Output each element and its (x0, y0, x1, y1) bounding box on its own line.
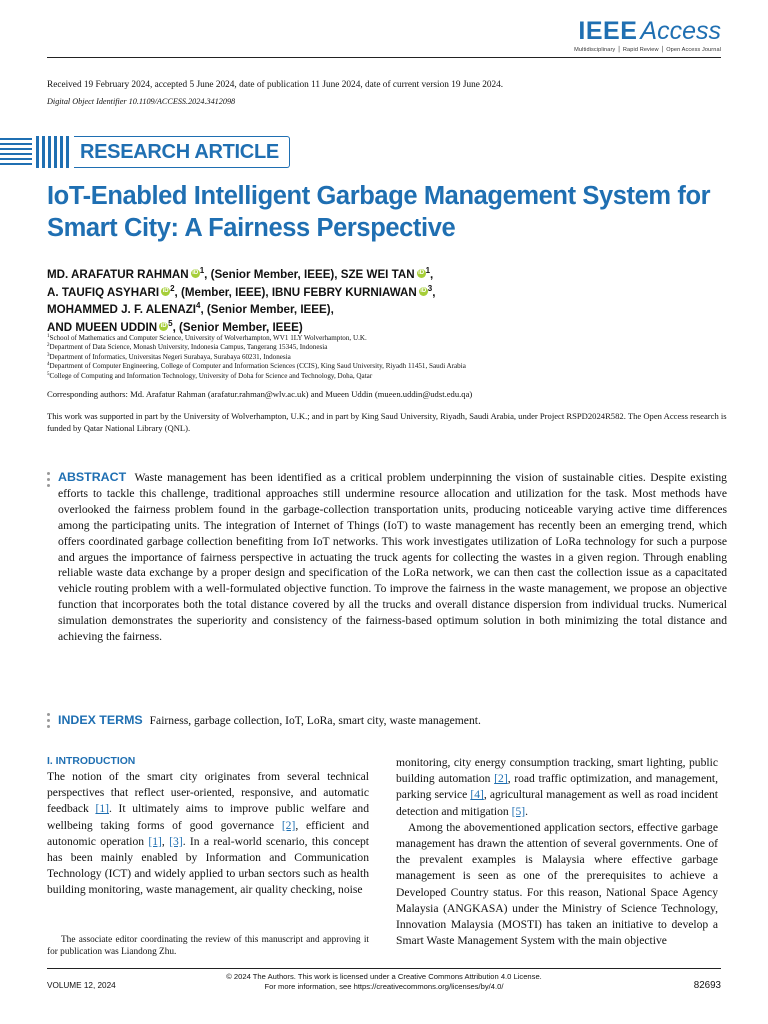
index-terms (58, 712, 727, 729)
author-note: , (430, 268, 434, 281)
author-name: A. TAUFIQ ASYHARI (47, 285, 160, 299)
intro-paragraph-continued: monitoring, city energy consumption tracking, smart lighting, public building automation [2], road traffic optimization, and management, parking service [4], agricultural management as well as road incident detection and mitigation [5]. (396, 756, 719, 818)
right-column (396, 755, 718, 949)
author-note: , (Senior Member, IEEE), (204, 268, 341, 281)
author-affiliation-mark: 5 (168, 318, 173, 328)
citation-link[interactable]: [1] (148, 834, 162, 848)
license-line: © 2024 The Authors. This work is licensed under a Creative Commons Attribution 4.0 License. (226, 972, 542, 981)
journal-logo (574, 18, 721, 53)
author-affiliation-mark: 3 (427, 283, 433, 293)
citation-link[interactable]: [4] (470, 788, 484, 802)
orcid-icon[interactable]: iD (192, 270, 199, 276)
intro-paragraph-2: Among the abovementioned application sectors, effective garbage management has drawn the attention of several governments. One of the prevalent examples is Malaysia where effective garbage management is seen as one of the prerequisites to achieve a Developed Country status. For this reason, National Space Agency Malaysia (ANGKASA) under the Ministry of Science Technology, Innovation Malaysia (MOSTI) has taken an initiative to develop a Smart Waste Management System with the main objective (396, 820, 718, 948)
affiliation: $^1$School of Mathematics and Computer Science, University of Wolverhampton, WV1 1LY Wolverhampton, U.K. (47, 334, 367, 342)
author-line (47, 266, 727, 284)
abstract-dots-icon (47, 472, 51, 490)
author-name: AND MUEEN UDDIN (47, 320, 158, 334)
author-line (47, 284, 727, 302)
orcid-icon[interactable]: iD (160, 322, 167, 329)
author-note: , (Senior Member, IEEE) (172, 320, 303, 334)
author-name: SZE WEI TAN (340, 268, 415, 281)
affiliation: $^4$Department of Computer Engineering, College of Computer and Information Sciences (CCIS), King Saud University, Riyadh 11451, Saudi Arabia (47, 362, 466, 371)
author-note: , (Member, IEEE), (174, 285, 272, 299)
corresponding-authors: Corresponding authors: Md. Arafatur Rahman (arafatur.rahman@wlv.ac.uk) and Mueen Uddin (mueen.uddin@udst.edu.qa) (47, 389, 473, 399)
author-note: , (432, 285, 436, 299)
logo-access: Access (640, 17, 721, 45)
section-heading: I. INTRODUCTION (47, 756, 136, 767)
affiliation-list (47, 334, 727, 381)
orcid-icon[interactable]: iD (162, 287, 169, 294)
logo-ieee: IEEE (578, 17, 638, 45)
author-affiliation-mark: 1 (199, 266, 205, 275)
header-rule (47, 57, 721, 58)
author-affiliation-mark: 1 (425, 266, 431, 275)
received-dates: Received 19 February 2024, accepted 5 June 2024, date of publication 11 June 2024, date of current version 19 June 2024. (47, 80, 504, 90)
citation-link[interactable]: [3] (169, 834, 183, 848)
author-name: MD. ARAFATUR RAHMAN (47, 268, 189, 281)
author-list (47, 266, 727, 336)
citation-link[interactable]: [5] (511, 804, 526, 818)
orcid-icon[interactable]: iD (418, 270, 425, 276)
left-column (47, 755, 369, 899)
index-terms-dots-icon (47, 713, 51, 731)
article-type-label: RESEARCH ARTICLE (74, 136, 290, 168)
logo-wordmark (574, 18, 721, 44)
research-article-banner (0, 134, 330, 170)
citation-link[interactable]: [2] (281, 818, 296, 832)
abstract-label: ABSTRACT (58, 470, 127, 484)
footer-rule (47, 968, 721, 969)
page-number: 82693 (693, 980, 721, 991)
author-affiliation-mark: 2 (170, 283, 175, 293)
affiliation: $^2$Department of Data Science, Monash University, Indonesia Campus, Tangerang 15345, Indonesia (47, 343, 328, 352)
author-note: , (Senior Member, IEEE), (200, 303, 334, 317)
author-line (47, 301, 727, 319)
citation-link[interactable]: [1] (95, 802, 109, 816)
license-link[interactable]: For more information, see https://creativecommons.org/licenses/by/4.0/ (264, 982, 504, 991)
index-terms-text: Fairness, garbage collection, IoT, LoRa, smart city, waste management. (149, 714, 481, 727)
index-terms-label: INDEX TERMS (58, 713, 143, 727)
author-name: IBNU FEBRY KURNIAWAN (271, 285, 417, 299)
abstract-text: Waste management has been identified as a critical problem underpinning the vision of sustainable cities. Despite existing efforts to tackle this challenge, traditional approaches still undermine resource allocation and utilization for the task. Most methods have overlooked the fairness problem found in the garbage-collection transportation units, producing noticeable varying active time differences among the participating units. The integration of Internet of Things (IoT) to waste management has recently been an emerging trend, which offers coordinated garbage collection benefiting from IoT networks. This work investigates utilization of LoRa technology for such a purpose and argues the importance of fairness perspective in actuating the truck agents for collecting the wastes in a given region. Through enabling reliable waste data exchange by a proper design and specification of the LoRa network, we can then cast the collection issue as a capacitated vehicle routing problem with a well-formulated objective function. To improve the fairness in the waste management, we propose an objective function that incorporates both the total distance covered by all the trucks and overall distance dispersion from individual trucks. Numerical simulation demonstrates the superiority and consistency of the fairness-based optimum solution in both minimizing the total distance and achieving the fairness. (58, 471, 727, 644)
editor-footnote: The associate editor coordinating the review of this manuscript and approving it for publication was Liandong Zhu. (47, 935, 369, 958)
volume-label: VOLUME 12, 2024 (47, 981, 116, 990)
affiliation: $^3$Department of Informatics, Universitas Negeri Surabaya, Surabaya 60231, Indonesia (47, 352, 291, 361)
affiliation: $^5$College of Computing and Information Technology, University of Doha for Science and Technology, Doha, Qatar (47, 371, 373, 380)
abstract (58, 470, 727, 645)
banner-stripes-icon (0, 136, 72, 168)
paper-title: IoT-Enabled Intelligent Garbage Management System for Smart City: A Fairness Perspective (47, 182, 711, 242)
doi: Digital Object Identifier 10.1109/ACCESS.2024.3412098 (47, 97, 236, 106)
author-name: MOHAMMED J. F. ALENAZI (47, 303, 196, 317)
intro-paragraph: The notion of the smart city originates from several technical perspectives that reflect user-oriented, responsive, and automatic feedback [1]. It ultimately aims to improve public welfare and wellbeing taking forms of good governance [2], efficient and autonomic operation [1], [3]. In a real-world scenario, this concept has been mainly enabled by Information and Communication Technology (ICT) and widely applied to urban sectors such as health building monitoring, waste management, air quality checking, noise (47, 770, 370, 897)
citation-link[interactable]: [2] (494, 772, 508, 786)
author-affiliation-mark: 4 (196, 301, 201, 311)
logo-tagline: Multidisciplinary ⎪ Rapid Review ⎪ Open Access Journal (574, 47, 721, 53)
orcid-icon[interactable]: iD (420, 287, 427, 294)
funding-statement: This work was supported in part by the University of Wolverhampton, U.K.; and in part by King Saud University, Riyadh, Saudi Arabia, under Project RSPD2024R582. The Open Access research is funded by Qatar National Library (QNL). (47, 411, 727, 434)
